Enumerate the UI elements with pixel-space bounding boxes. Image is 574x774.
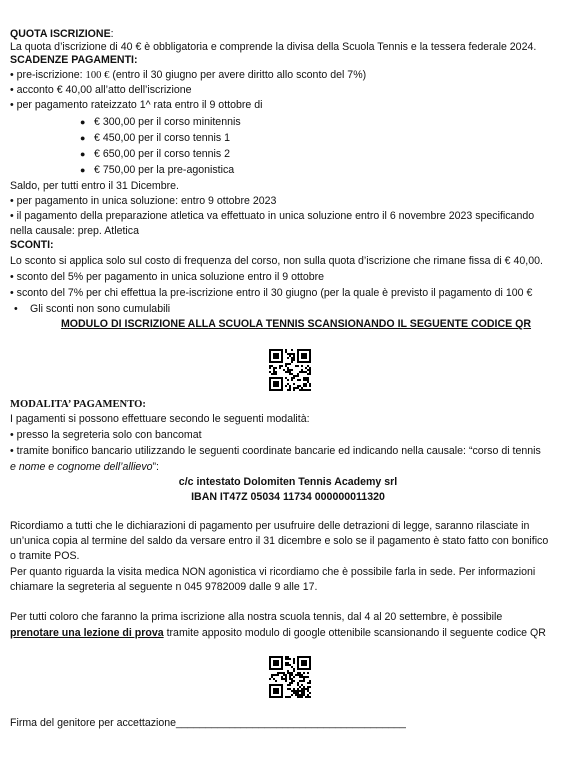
modalita-heading: MODALITA’ PAGAMENTO: [10,399,146,410]
scadenze-heading: SCADENZE PAGAMENTI: [10,54,138,66]
rata-item: ● € 300,00 per il corso minitennis [80,116,241,128]
qr-code-icon [269,349,311,391]
prova-text: Per tutti coloro che faranno la prima iscrizione alla nostra scuola tennis, dal 4 al 20 settembre, è possibile [10,611,503,623]
bullet-icon: ● [80,117,86,127]
quota-heading-line: QUOTA ISCRIZIONE: [10,28,114,40]
saldo-text: Saldo, per tutti entro il 31 Dicembre. [10,180,179,192]
quota-text: La quota d’iscrizione di 40 € è obbligatoria e comprende la divisa della Scuola Tennis e la tessera federale 2024. [10,41,537,53]
visita-text: Per quanto riguarda la visita medica NON agonistica vi ricordiamo che è possibile farla in sede. Per informazioni [10,566,536,578]
scadenze-item-preiscrizione: • pre-iscrizione: 100 € (entro il 30 giugno per avere diritto allo sconto del 7%) [10,69,367,81]
ricordiamo-text: un’unica copia al termine del saldo da versare entro il 31 dicembre e solo se il pagamento è stato fatto con bonifico [10,535,549,547]
sconti-heading: SCONTI: [10,239,54,251]
sconti-intro: Lo sconto si applica solo sul costo di frequenza del corso, non sulla quota d’iscrizione che rimane fissa di € 40,00. [10,255,543,267]
bank-iban: IBAN IT47Z 05034 11734 000000011320 [191,491,385,503]
scadenze-item-acconto: • acconto € 40,00 all’atto dell’iscrizione [10,84,192,96]
ricordiamo-text: o tramite POS. [10,550,80,562]
bullet-icon: ● [80,165,86,175]
sconti-item: • Gli sconti non sono cumulabili [14,303,171,315]
qr-code-iscrizione[interactable] [269,349,311,391]
modalita-item-bonifico-cont: e nome e cognome dell’allievo”: [10,461,159,473]
bullet-icon: • [14,303,18,315]
qr-code-icon [269,656,311,698]
bank-account-holder: c/c intestato Dolomiten Tennis Academy srl [178,476,398,488]
sconti-item: • sconto del 5% per pagamento in unica soluzione entro il 9 ottobre [10,271,325,283]
atletica-text: • il pagamento della preparazione atletica va effettuato in unica soluzione entro il 6 novembre 2023 specificando [10,210,535,222]
ricordiamo-text: Ricordiamo a tutti che le dichiarazioni di pagamento per usufruire delle detrazioni di legge, saranno rilasciate in [10,520,530,532]
modulo-heading: MODULO DI ISCRIZIONE ALLA SCUOLA TENNIS SCANSIONANDO IL SEGUENTE CODICE QR [60,318,532,330]
visita-text: chiamare la segreteria al seguente n 045 9782009 dalle 9 alle 17. [10,581,318,593]
rata-item: ● € 450,00 per il corso tennis 1 [80,132,231,144]
modalita-item-bancomat: • presso la segreteria solo con bancomat [10,429,202,441]
quota-heading: QUOTA ISCRIZIONE [10,28,111,40]
firma-line: Firma del genitore per accettazione_______________________________________ [10,717,406,729]
rata-item: ● € 650,00 per il corso tennis 2 [80,148,231,160]
scadenze-item-rateizzato: • per pagamento rateizzato 1^ rata entro il 9 ottobre di [10,99,263,111]
qr-code-prova[interactable] [269,656,311,698]
modalita-intro: I pagamenti si possono effettuare secondo le seguenti modalità: [10,413,310,425]
unica-soluzione-text: • per pagamento in unica soluzione: entro 9 ottobre 2023 [10,195,277,207]
atletica-text-cont: nella causale: prep. Atletica [10,225,139,237]
prenota-prova-link[interactable]: prenotare una lezione di prova [10,627,164,639]
sconti-item: • sconto del 7% per chi effettua la pre-iscrizione entro il 30 giugno (per la quale è previsto il pagamento di 100 € [10,287,533,299]
rata-item: ● € 750,00 per la pre-agonistica [80,164,235,176]
bullet-icon: ● [80,133,86,143]
modalita-item-bonifico: • tramite bonifico bancario utilizzando le seguenti coordinate bancarie ed indicando nella causale: “corso di tennis [10,445,541,457]
bullet-icon: ● [80,149,86,159]
prova-text-2: prenotare una lezione di prova tramite apposito modulo di google ottenibile scansionando il seguente codice QR [10,627,546,639]
